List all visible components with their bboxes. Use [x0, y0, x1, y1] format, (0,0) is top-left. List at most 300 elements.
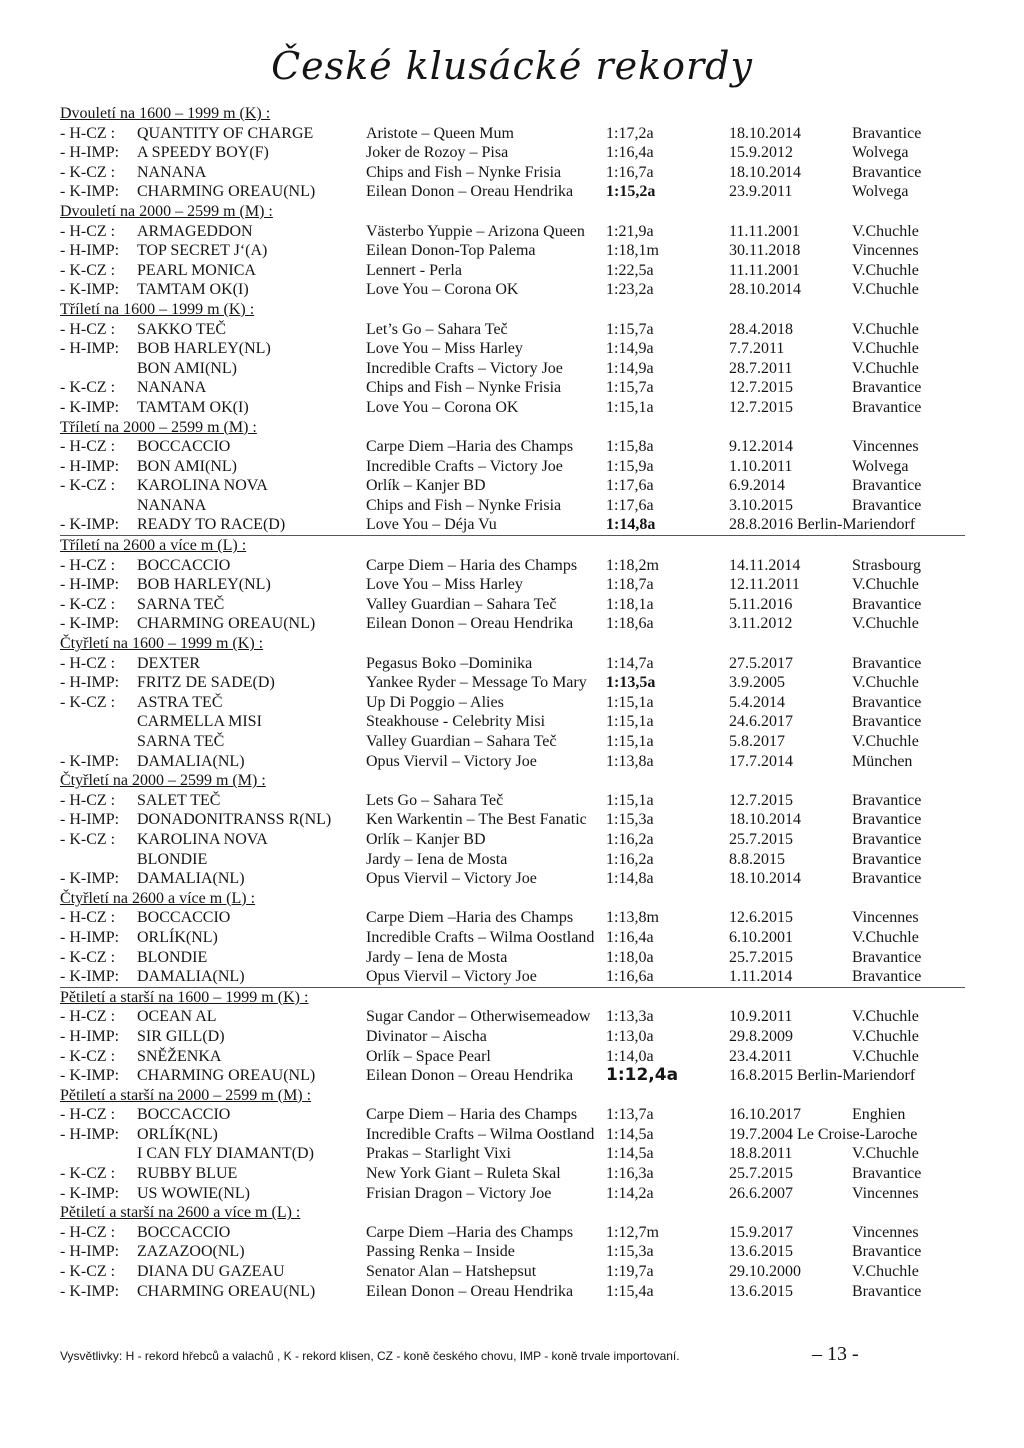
- category: - H-CZ :: [60, 124, 116, 142]
- category: - H-IMP:: [60, 674, 120, 692]
- category: - H-CZ :: [60, 1008, 116, 1026]
- record-place: Bravantice: [852, 811, 922, 829]
- record-row: [60, 1223, 965, 1243]
- record-date: 6.10.2001: [729, 928, 793, 946]
- horse-name: CHARMING OREAU(NL): [137, 1067, 316, 1085]
- record-date: 26.6.2007: [729, 1184, 793, 1202]
- pedigree: Love You – Miss Harley: [366, 340, 523, 358]
- record-place: V.Chuchle: [852, 576, 919, 594]
- record-time: 1:18,6a: [606, 615, 654, 633]
- horse-name: DIANA DU GAZEAU: [137, 1263, 285, 1281]
- pedigree: Eilean Donon – Oreau Hendrika: [366, 1282, 574, 1300]
- record-date: 6.9.2014: [729, 477, 785, 495]
- record-date: 13.6.2015: [729, 1243, 793, 1261]
- horse-name: BOCCACCIO: [137, 1106, 231, 1124]
- record-date: 15.9.2017: [729, 1223, 793, 1241]
- record-row: [60, 378, 965, 398]
- record-date: 18.10.2014: [729, 870, 801, 888]
- pedigree: Chips and Fish – Nynke Frisia: [366, 163, 562, 181]
- record-date: 5.4.2014: [729, 693, 785, 711]
- record-time: 1:23,2a: [606, 281, 654, 299]
- section-header: Tříletí na 2600 a více m (L) :: [60, 537, 247, 555]
- record-date: 9.12.2014: [729, 438, 793, 456]
- category: - H-IMP:: [60, 1243, 120, 1261]
- record-date: 11.11.2001: [729, 222, 800, 240]
- record-date: 3.11.2012: [729, 615, 793, 633]
- category: - H-IMP:: [60, 457, 120, 475]
- category: - H-CZ :: [60, 1106, 116, 1124]
- category: - K-IMP:: [60, 1184, 120, 1202]
- horse-name: QUANTITY OF CHARGE: [137, 124, 314, 142]
- record-time: 1:16,7a: [606, 163, 654, 181]
- horse-name: READY TO RACE(D): [137, 516, 286, 534]
- record-place: Vincennes: [852, 1223, 919, 1241]
- record-section: [60, 202, 965, 300]
- record-time: 1:13,8a: [606, 752, 654, 770]
- horse-name: DONADONITRANSS R(NL): [137, 811, 332, 829]
- record-time: 1:16,6a: [606, 968, 654, 986]
- record-row: [60, 752, 965, 772]
- category: - K-CZ :: [60, 595, 116, 613]
- category: - K-IMP:: [60, 870, 120, 888]
- record-row: [60, 1144, 965, 1164]
- record-place: V.Chuchle: [852, 1047, 919, 1065]
- record-row: [60, 712, 965, 732]
- record-time: 1:17,6a: [606, 496, 654, 514]
- category: - H-IMP:: [60, 1125, 120, 1143]
- section-header: Dvouletí na 1600 – 1999 m (K) :: [60, 105, 271, 122]
- record-date: 15.9.2012: [729, 144, 793, 162]
- record-date: 28.4.2018: [729, 320, 793, 338]
- horse-name: ORLÍK(NL): [137, 1125, 218, 1143]
- record-place: Bravantice: [852, 870, 922, 888]
- record-place: V.Chuchle: [852, 359, 919, 377]
- pedigree: New York Giant – Ruleta Skal: [366, 1165, 561, 1183]
- record-place: Wolvega: [852, 183, 909, 201]
- horse-name: SALET TEČ: [137, 791, 221, 809]
- record-date: 28.10.2014: [729, 281, 801, 299]
- pedigree: Jardy – Iena de Mosta: [366, 850, 508, 868]
- horse-name: A SPEEDY BOY(F): [137, 144, 269, 162]
- record-place: Bravantice: [852, 124, 922, 142]
- record-date: 12.11.2011: [729, 576, 800, 594]
- record-time: 1:18,0a: [606, 948, 654, 966]
- horse-name: RUBBY BLUE: [137, 1165, 238, 1183]
- record-place: Bravantice: [852, 595, 922, 613]
- record-place: V.Chuchle: [852, 222, 919, 240]
- record-row: [60, 830, 965, 850]
- record-date: 25.7.2015: [729, 830, 793, 848]
- section-header: Čtyřletí na 2600 a více m (L) :: [60, 889, 256, 907]
- horse-name: NANANA: [137, 379, 207, 397]
- pedigree: Eilean Donon-Top Palema: [366, 242, 536, 260]
- pedigree: Carpe Diem – Haria des Champs: [366, 556, 578, 574]
- record-date: 17.7.2014: [729, 752, 793, 770]
- record-time: 1:15,1a: [606, 693, 654, 711]
- record-date: 16.10.2017: [729, 1106, 801, 1124]
- record-place: Bravantice: [852, 791, 922, 809]
- record-time: 1:16,4a: [606, 144, 654, 162]
- record-row: [60, 850, 965, 870]
- record-time: 1:15,1a: [606, 398, 654, 416]
- record-time: 1:15,4a: [606, 1282, 654, 1300]
- record-time: 1:12,4a: [606, 1065, 679, 1086]
- category: - H-CZ :: [60, 222, 116, 240]
- record-row: [60, 1262, 965, 1282]
- record-place: Bravantice: [852, 830, 922, 848]
- record-date: 23.9.2011: [729, 183, 793, 201]
- pedigree: Prakas – Starlight Vixi: [366, 1145, 511, 1163]
- record-place: Vincennes: [852, 1184, 919, 1202]
- record-date: 24.6.2017: [729, 713, 793, 731]
- horse-name: ORLÍK(NL): [137, 928, 218, 946]
- records-document: [60, 104, 965, 1301]
- category: - H-IMP:: [60, 1027, 120, 1045]
- record-row: [60, 496, 965, 516]
- horse-name: NANANA: [137, 163, 207, 181]
- record-row: [60, 182, 965, 202]
- pedigree: Opus Viervil – Victory Joe: [366, 870, 537, 888]
- record-section: [60, 771, 965, 889]
- pedigree: Carpe Diem –Haria des Champs: [366, 1223, 574, 1241]
- record-place: Strasbourg: [852, 556, 922, 574]
- record-time: 1:16,2a: [606, 830, 654, 848]
- record-time: 1:15,9a: [606, 457, 654, 475]
- record-section: [60, 1203, 965, 1301]
- record-row: [60, 556, 965, 576]
- record-time: 1:13,0a: [606, 1027, 654, 1045]
- horse-name: ZAZAZOO(NL): [137, 1243, 245, 1261]
- record-row: [60, 948, 965, 968]
- category: - K-CZ :: [60, 1165, 116, 1183]
- horse-name: BOCCACCIO: [137, 438, 231, 456]
- record-row: [60, 320, 965, 340]
- horse-name: CHARMING OREAU(NL): [137, 183, 316, 201]
- pedigree: Lennert - Perla: [366, 261, 462, 279]
- record-place: Wolvega: [852, 144, 909, 162]
- category: - H-IMP:: [60, 928, 120, 946]
- horse-name: SNĚŽENKA: [137, 1047, 222, 1065]
- record-place: Bravantice: [852, 1243, 922, 1261]
- section-header: Tříletí na 2000 – 2599 m (M) :: [60, 418, 257, 436]
- pedigree: Orlík – Kanjer BD: [366, 830, 486, 848]
- record-time: 1:12,7m: [606, 1223, 659, 1241]
- category: - K-CZ :: [60, 379, 116, 397]
- pedigree: Passing Renka – Inside: [366, 1243, 515, 1261]
- category: - K-IMP:: [60, 752, 120, 770]
- record-time: 1:16,2a: [606, 850, 654, 868]
- record-date: 23.4.2011: [729, 1047, 793, 1065]
- record-row: [60, 791, 965, 811]
- pedigree: Eilean Donon – Oreau Hendrika: [366, 1067, 574, 1085]
- horse-name: BOCCACCIO: [137, 556, 231, 574]
- category: - H-CZ :: [60, 909, 116, 927]
- category: - K-CZ :: [60, 693, 116, 711]
- horse-name: BLONDIE: [137, 850, 208, 868]
- pedigree: Västerbo Yuppie – Arizona Queen: [366, 222, 585, 240]
- category: - H-IMP:: [60, 144, 120, 162]
- category: - H-CZ :: [60, 320, 116, 338]
- record-time: 1:18,1m: [606, 242, 659, 260]
- record-time: 1:15,7a: [606, 320, 654, 338]
- record-section: [60, 987, 965, 1086]
- category: - K-CZ :: [60, 948, 116, 966]
- record-date: 27.5.2017: [729, 654, 793, 672]
- category: - K-CZ :: [60, 477, 116, 495]
- record-date: 28.7.2011: [729, 359, 793, 377]
- horse-name: FRITZ DE SADE(D): [137, 674, 275, 692]
- record-row: [60, 732, 965, 752]
- record-row: [60, 693, 965, 713]
- horse-name: BOB HARLEY(NL): [137, 340, 271, 358]
- pedigree: Love You – Corona OK: [366, 281, 519, 299]
- horse-name: CARMELLA MISI: [137, 713, 262, 731]
- record-date: 18.10.2014: [729, 124, 801, 142]
- record-time: 1:15,8a: [606, 438, 654, 456]
- record-section: [60, 104, 965, 202]
- record-place: Wolvega: [852, 457, 909, 475]
- pedigree: Carpe Diem – Haria des Champs: [366, 1106, 578, 1124]
- pedigree: Carpe Diem –Haria des Champs: [366, 438, 574, 456]
- horse-name: NANANA: [137, 496, 207, 514]
- horse-name: KAROLINA NOVA: [137, 477, 268, 495]
- record-section: [60, 535, 965, 634]
- record-date: 19.7.2004 Le Croise-Laroche: [729, 1125, 918, 1143]
- horse-name: CHARMING OREAU(NL): [137, 1282, 316, 1300]
- pedigree: Love You – Corona OK: [366, 398, 519, 416]
- record-row: [60, 143, 965, 163]
- record-date: 18.10.2014: [729, 163, 801, 181]
- horse-name: KAROLINA NOVA: [137, 830, 268, 848]
- pedigree: Joker de Rozoy – Pisa: [366, 144, 509, 162]
- horse-name: TAMTAM OK(I): [137, 281, 249, 299]
- record-place: V.Chuchle: [852, 1008, 919, 1026]
- record-place: V.Chuchle: [852, 340, 919, 358]
- record-row: [60, 1047, 965, 1067]
- horse-name: US WOWIE(NL): [137, 1184, 251, 1202]
- pedigree: Let’s Go – Sahara Teč: [366, 320, 508, 338]
- record-time: 1:14,2a: [606, 1184, 654, 1202]
- pedigree: Valley Guardian – Sahara Teč: [366, 733, 557, 750]
- horse-name: I CAN FLY DIAMANT(D): [137, 1145, 314, 1163]
- record-time: 1:18,7a: [606, 576, 654, 594]
- record-row: [60, 124, 965, 144]
- horse-name: SAKKO TEČ: [137, 320, 227, 338]
- horse-name: SARNA TEČ: [137, 595, 225, 613]
- record-place: Bravantice: [852, 379, 922, 397]
- category: - K-IMP:: [60, 1282, 120, 1300]
- record-row: [60, 1027, 965, 1047]
- pedigree: Yankee Ryder – Message To Mary: [366, 674, 587, 692]
- horse-name: SIR GILL(D): [137, 1027, 225, 1045]
- record-date: 29.8.2009: [729, 1027, 793, 1045]
- record-place: Bravantice: [852, 713, 922, 731]
- category: - K-IMP:: [60, 516, 120, 534]
- pedigree: Senator Alan – Hatshepsut: [366, 1263, 537, 1281]
- record-place: Bravantice: [852, 948, 922, 966]
- record-time: 1:13,5a: [606, 674, 656, 692]
- section-header: Dvouletí na 2000 – 2599 m (M) :: [60, 202, 273, 220]
- horse-name: ASTRA TEČ: [137, 693, 223, 711]
- record-row: [60, 1164, 965, 1184]
- pedigree: Chips and Fish – Nynke Frisia: [366, 496, 562, 514]
- record-time: 1:15,7a: [606, 379, 654, 397]
- horse-name: ARMAGEDDON: [137, 222, 253, 240]
- record-place: München: [852, 752, 913, 770]
- category: - K-CZ :: [60, 261, 116, 279]
- record-time: 1:14,0a: [606, 1047, 654, 1065]
- horse-name: CHARMING OREAU(NL): [137, 615, 316, 633]
- pedigree: Love You – Déja Vu: [366, 516, 497, 534]
- record-date: 29.10.2000: [729, 1263, 801, 1281]
- category: - H-IMP:: [60, 576, 120, 594]
- record-section: [60, 300, 965, 418]
- record-place: V.Chuchle: [852, 1145, 919, 1163]
- record-date: 10.9.2011: [729, 1008, 793, 1026]
- record-row: [60, 359, 965, 379]
- pedigree: Frisian Dragon – Victory Joe: [366, 1184, 552, 1202]
- pedigree: Lets Go – Sahara Teč: [366, 791, 504, 809]
- section-header: Pětiletí a starší na 2600 a více m (L) :: [60, 1204, 301, 1222]
- record-place: V.Chuchle: [852, 1263, 919, 1281]
- category: - K-IMP:: [60, 1067, 120, 1085]
- record-row: [60, 810, 965, 830]
- record-time: 1:22,5a: [606, 261, 654, 279]
- section-header: Čtyřletí na 2000 – 2599 m (M) :: [60, 772, 266, 790]
- record-date: 11.11.2001: [729, 261, 800, 279]
- record-row: [60, 1125, 965, 1145]
- record-row: [60, 1242, 965, 1262]
- record-time: 1:14,7a: [606, 654, 654, 672]
- horse-name: OCEAN AL: [137, 1008, 217, 1026]
- record-place: Bravantice: [852, 850, 922, 868]
- record-place: Bravantice: [852, 398, 922, 416]
- record-row: [60, 967, 965, 987]
- record-section: [60, 1086, 965, 1204]
- record-date: 18.8.2011: [729, 1145, 793, 1163]
- category: - K-IMP:: [60, 968, 120, 986]
- record-date: 28.8.2016 Berlin-Mariendorf: [729, 516, 916, 534]
- pedigree: Jardy – Iena de Mosta: [366, 948, 508, 966]
- record-place: Enghien: [852, 1106, 906, 1124]
- record-date: 12.7.2015: [729, 398, 793, 416]
- horse-name: DAMALIA(NL): [137, 870, 245, 888]
- record-row: [60, 241, 965, 261]
- record-date: 5.8.2017: [729, 733, 785, 750]
- pedigree: Incredible Crafts – Wilma Oostland: [366, 928, 595, 946]
- record-row: [60, 1066, 965, 1086]
- record-row: [60, 515, 965, 535]
- pedigree: Incredible Crafts – Victory Joe: [366, 359, 563, 377]
- record-date: 30.11.2018: [729, 242, 801, 260]
- record-place: V.Chuchle: [852, 928, 919, 946]
- record-time: 1:16,4a: [606, 928, 654, 946]
- record-row: [60, 869, 965, 889]
- record-place: Bravantice: [852, 1282, 922, 1300]
- record-date: 12.7.2015: [729, 791, 793, 809]
- record-row: [60, 261, 965, 281]
- pedigree: Incredible Crafts – Victory Joe: [366, 457, 563, 475]
- category: - H-IMP:: [60, 811, 120, 829]
- record-time: 1:15,1a: [606, 733, 654, 750]
- record-section: [60, 889, 965, 987]
- record-row: [60, 222, 965, 242]
- record-row: [60, 673, 965, 693]
- record-place: Bravantice: [852, 654, 922, 672]
- category: - K-CZ :: [60, 830, 116, 848]
- record-time: 1:14,8a: [606, 870, 654, 888]
- record-date: 3.9.2005: [729, 674, 785, 692]
- record-date: 12.6.2015: [729, 909, 793, 927]
- record-time: 1:15,2a: [606, 183, 656, 201]
- record-date: 25.7.2015: [729, 948, 793, 966]
- record-date: 1.11.2014: [729, 968, 793, 986]
- record-time: 1:14,5a: [606, 1125, 654, 1143]
- record-time: 1:13,7a: [606, 1106, 654, 1124]
- pedigree: Opus Viervil – Victory Joe: [366, 968, 537, 986]
- category: - K-IMP:: [60, 398, 120, 416]
- pedigree: Orlík – Kanjer BD: [366, 477, 486, 495]
- record-date: 8.8.2015: [729, 850, 785, 868]
- record-row: [60, 1105, 965, 1125]
- record-section: [60, 418, 965, 536]
- record-time: 1:15,1a: [606, 791, 654, 809]
- record-place: Bravantice: [852, 163, 922, 181]
- record-row: [60, 1184, 965, 1204]
- pedigree: Aristote – Queen Mum: [366, 124, 514, 142]
- record-row: [60, 614, 965, 634]
- section-header: Tříletí na 1600 – 1999 m (K) :: [60, 300, 255, 318]
- pedigree: Sugar Candor – Otherwisemeadow: [366, 1008, 591, 1026]
- record-place: Vincennes: [852, 438, 919, 456]
- category: - H-CZ :: [60, 556, 116, 574]
- pedigree: Pegasus Boko –Dominika: [366, 654, 533, 672]
- record-place: Bravantice: [852, 1165, 922, 1183]
- record-time: 1:14,9a: [606, 359, 654, 377]
- pedigree: Incredible Crafts – Wilma Oostland: [366, 1125, 595, 1143]
- record-section: [60, 634, 965, 771]
- pedigree: Steakhouse - Celebrity Misi: [366, 713, 546, 731]
- record-date: 7.7.2011: [729, 340, 785, 358]
- record-date: 13.6.2015: [729, 1282, 793, 1300]
- record-row: [60, 437, 965, 457]
- pedigree: Carpe Diem –Haria des Champs: [366, 909, 574, 927]
- horse-name: BOCCACCIO: [137, 909, 231, 927]
- horse-name: TAMTAM OK(I): [137, 398, 249, 416]
- record-row: [60, 928, 965, 948]
- record-date: 12.7.2015: [729, 379, 793, 397]
- record-row: [60, 908, 965, 928]
- horse-name: DAMALIA(NL): [137, 752, 245, 770]
- category: - H-IMP:: [60, 242, 120, 260]
- pedigree: Up Di Poggio – Alies: [366, 693, 504, 711]
- record-place: V.Chuchle: [852, 1027, 919, 1045]
- record-row: [60, 1007, 965, 1027]
- record-row: [60, 595, 965, 615]
- section-header: Pětiletí a starší na 1600 – 1999 m (K) :: [60, 988, 309, 1006]
- horse-name: BOCCACCIO: [137, 1223, 231, 1241]
- pedigree: Orlík – Space Pearl: [366, 1047, 491, 1065]
- category: - K-CZ :: [60, 1047, 116, 1065]
- category: - K-CZ :: [60, 1263, 116, 1281]
- category: - H-CZ :: [60, 438, 116, 456]
- record-row: [60, 457, 965, 477]
- record-time: 1:14,8a: [606, 516, 656, 534]
- category: - K-CZ :: [60, 163, 116, 181]
- record-place: Bravantice: [852, 693, 922, 711]
- record-time: 1:14,5a: [606, 1145, 654, 1163]
- category: - H-CZ :: [60, 654, 116, 672]
